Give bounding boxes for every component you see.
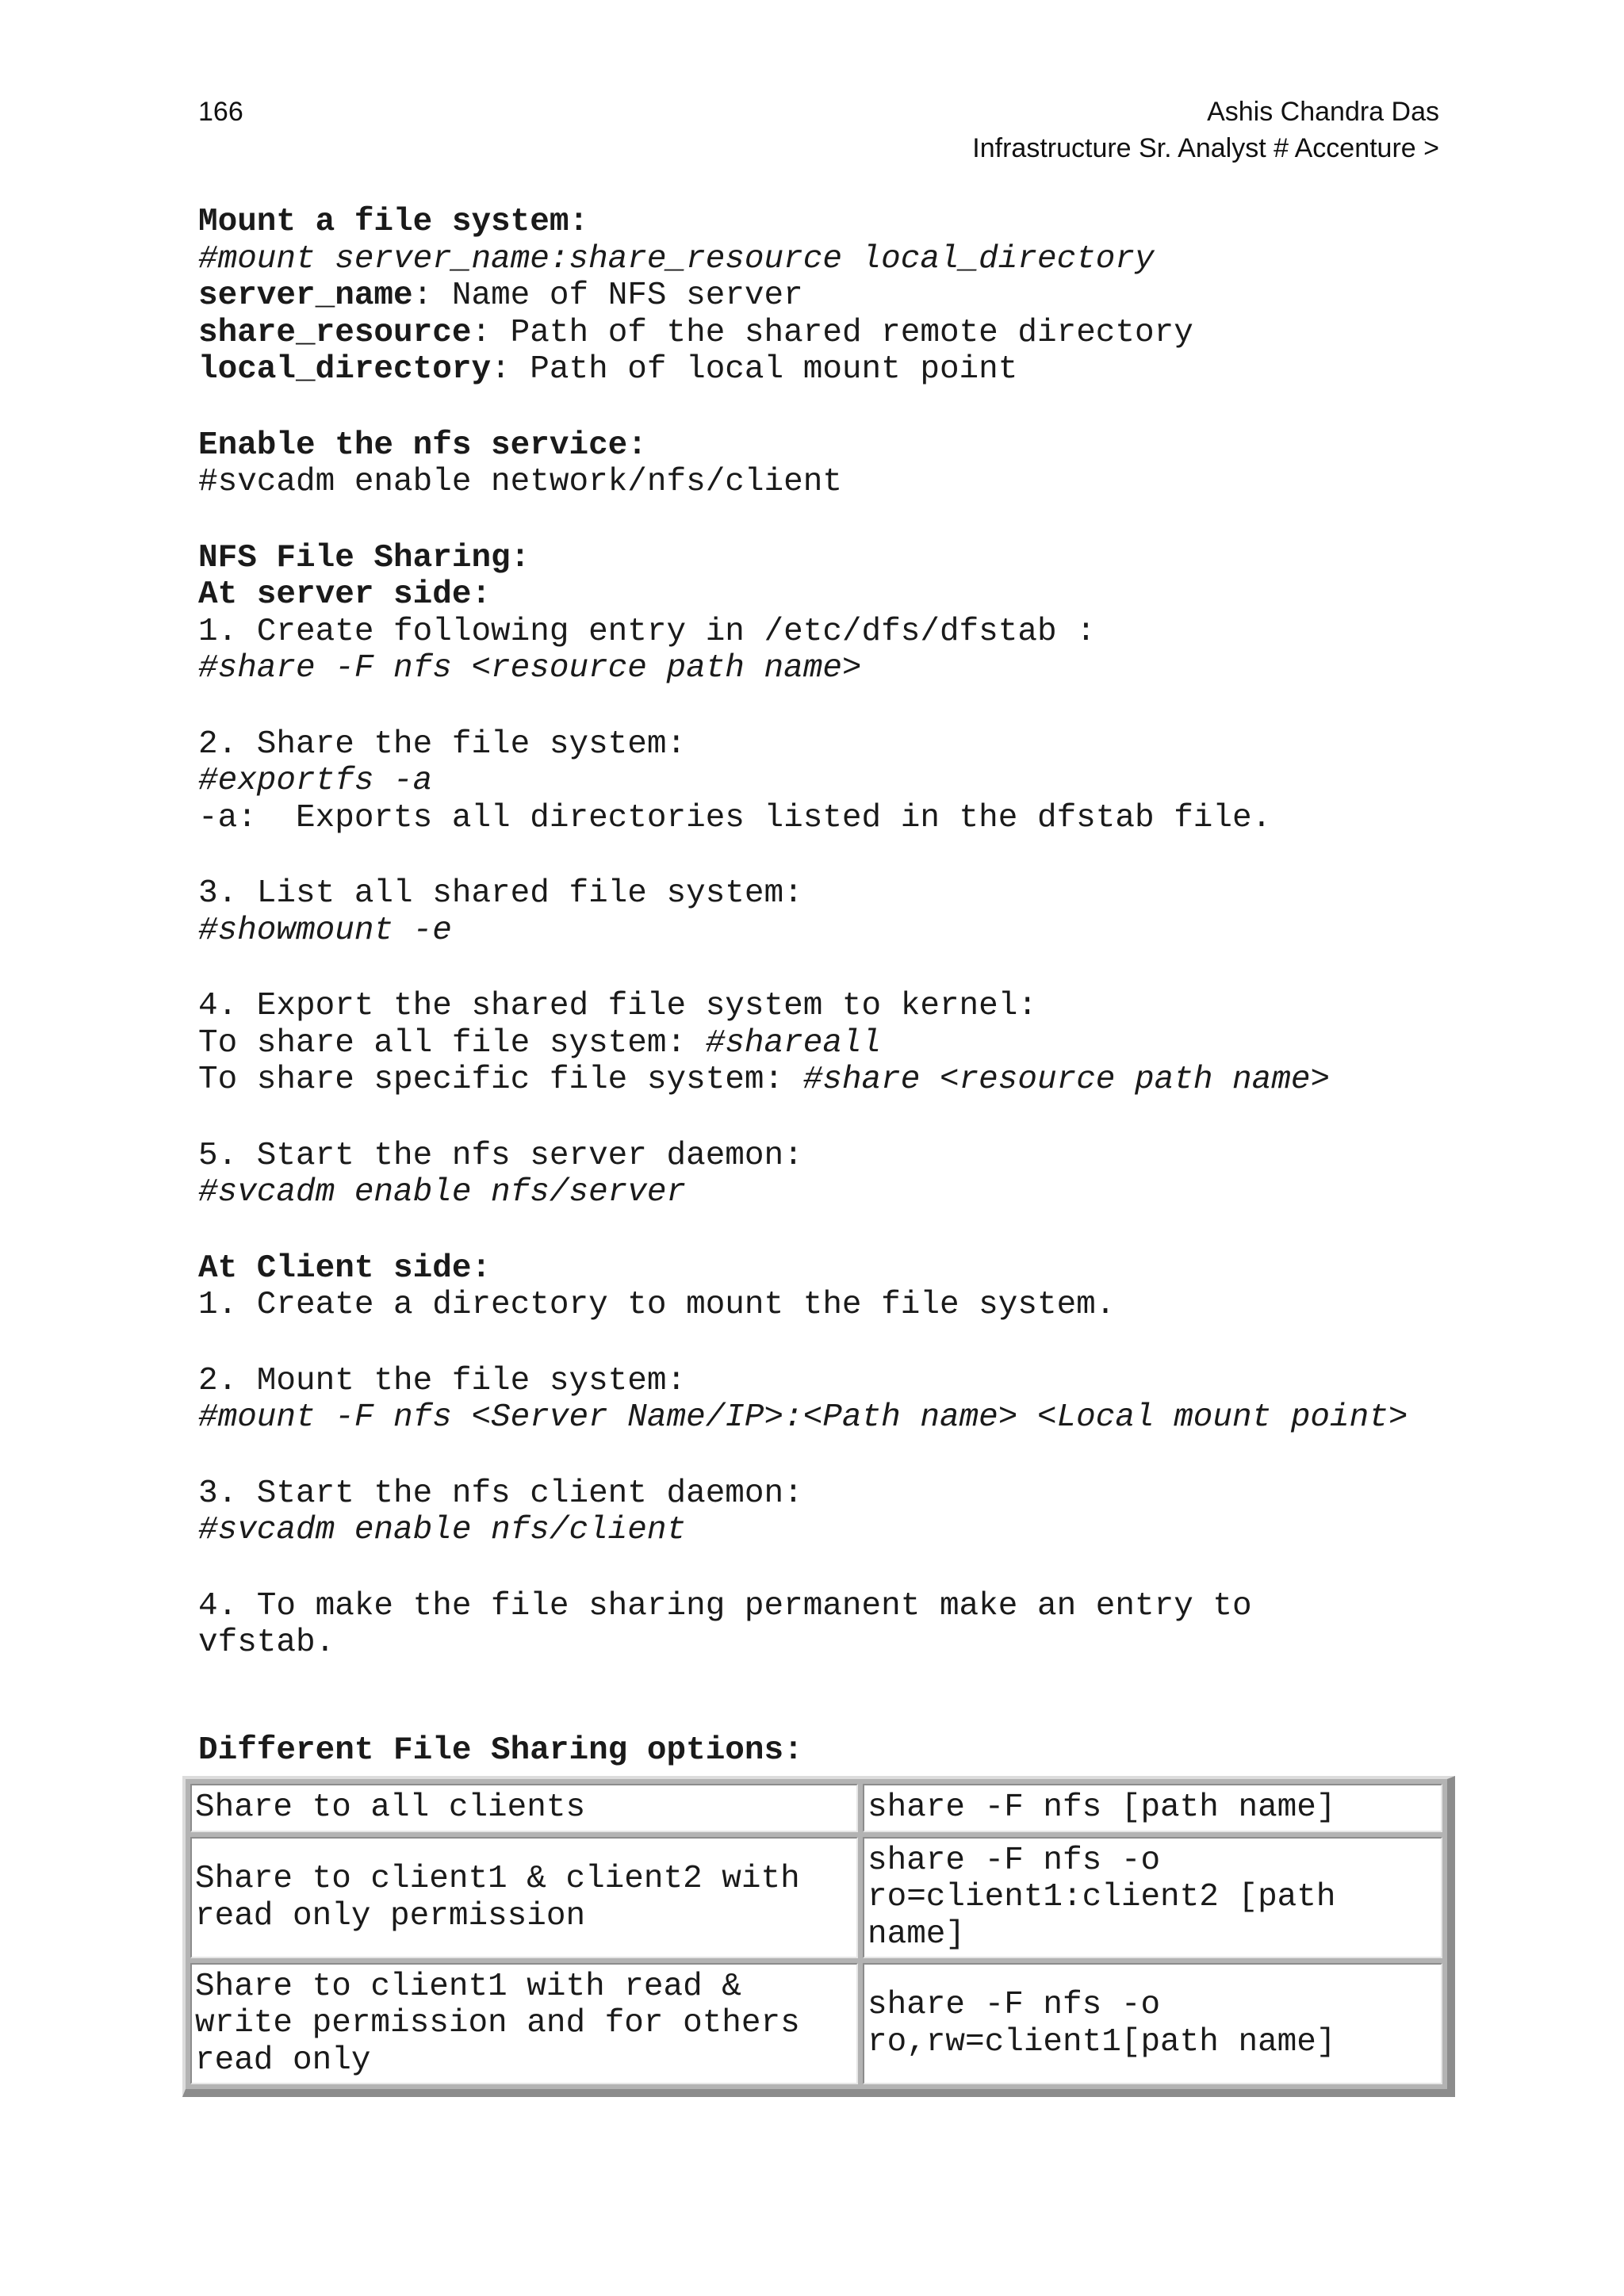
client-side-heading: At Client side: xyxy=(198,1249,492,1287)
header-role: Infrastructure Sr. Analyst # Accenture > xyxy=(972,133,1439,163)
option-command: share -F nfs [path name] xyxy=(863,1784,1442,1832)
client-step-4-line-2: vfstab. xyxy=(198,1624,335,1661)
nfs-heading: NFS File Sharing: xyxy=(198,539,530,576)
server-step-2-note: -a: Exports all directories listed in the dfstab file. xyxy=(198,799,1272,836)
param-desc: : Name of NFS server xyxy=(412,277,803,314)
server-step-4-share-all xyxy=(198,1025,1467,1062)
server-step-4: 4. Export the shared file system to kernel: xyxy=(198,988,1037,1024)
param-name: server_name xyxy=(198,277,413,314)
share-specific-command: #share <resource path name> xyxy=(802,1062,1331,1098)
server-step-3-command: #showmount -e xyxy=(198,912,452,949)
server-step-4-share-specific xyxy=(198,1062,1467,1099)
param-share-resource xyxy=(198,315,1467,352)
option-command: share -F nfs -o ro=client1:client2 [path name] xyxy=(863,1837,1442,1958)
server-step-1-command: #share -F nfs <resource path name> xyxy=(198,650,862,687)
param-server-name xyxy=(198,277,1467,315)
param-desc: : Path of the shared remote directory xyxy=(471,314,1193,351)
mount-heading: Mount a file system: xyxy=(198,204,589,240)
option-description: Share to client1 & client2 with read only permission xyxy=(190,1837,858,1958)
options-table xyxy=(182,1776,1455,2097)
client-step-2-command: #mount -F nfs <Server Name/IP>:<Path name> <Local mount point> xyxy=(198,1399,1408,1436)
options-heading: Different File Sharing options: xyxy=(198,1732,803,1769)
server-step-1: 1. Create following entry in /etc/dfs/dfstab : xyxy=(198,613,1096,650)
server-step-5-command: #svcadm enable nfs/server xyxy=(198,1174,687,1211)
param-name: local_directory xyxy=(198,351,492,388)
header-author: Ashis Chandra Das xyxy=(1207,97,1439,127)
client-step-3-command: #svcadm enable nfs/client xyxy=(198,1512,687,1548)
client-step-4-line-1: 4. To make the file sharing permanent make an entry to xyxy=(198,1587,1252,1624)
share-all-command: #shareall xyxy=(705,1024,882,1062)
page-number: 166 xyxy=(198,97,243,127)
table-row xyxy=(190,1784,1442,1832)
option-description: Share to all clients xyxy=(190,1784,858,1832)
server-step-5: 5. Start the nfs server daemon: xyxy=(198,1137,803,1174)
server-step-2: 2. Share the file system: xyxy=(198,725,687,763)
mount-command: #mount server_name:share_resource local_directory xyxy=(198,240,1155,277)
param-local-directory xyxy=(198,351,1467,388)
server-step-2-command: #exportfs -a xyxy=(198,763,433,799)
server-side-heading: At server side: xyxy=(198,576,492,613)
document-body xyxy=(198,204,1467,1769)
option-command: share -F nfs -o ro,rw=client1[path name] xyxy=(863,1963,1442,2084)
server-step-3: 3. List all shared file system: xyxy=(198,875,803,912)
share-specific-label: To share specific file system: xyxy=(198,1062,803,1098)
enable-command: #svcadm enable network/nfs/client xyxy=(198,464,842,500)
table-row xyxy=(190,1963,1442,2084)
table-row xyxy=(190,1837,1442,1958)
client-step-1: 1. Create a directory to mount the file system. xyxy=(198,1287,1116,1323)
option-description: Share to client1 with read & write permission and for others read only xyxy=(190,1963,858,2084)
client-step-2: 2. Mount the file system: xyxy=(198,1362,687,1399)
share-all-label: To share all file system: xyxy=(198,1024,706,1062)
param-name: share_resource xyxy=(198,314,472,351)
param-desc: : Path of local mount point xyxy=(491,351,1018,388)
enable-heading: Enable the nfs service: xyxy=(198,427,647,464)
client-step-3: 3. Start the nfs client daemon: xyxy=(198,1475,803,1512)
